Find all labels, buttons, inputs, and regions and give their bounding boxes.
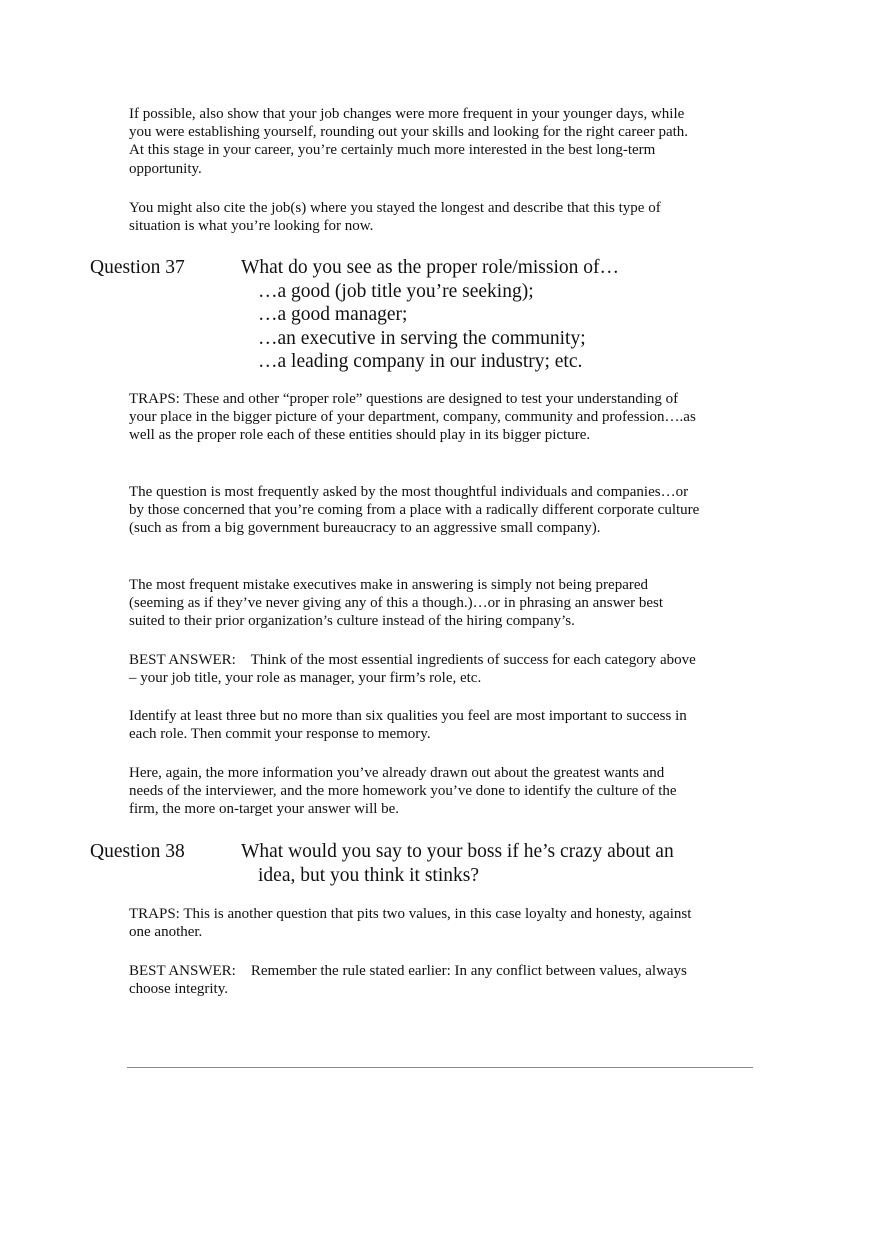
question-37-paragraph-5: Identify at least three but no more than six qualities you feel are most important to success in each role. Then commit your response to memory.	[129, 708, 687, 743]
intro-paragraph-1: If possible, also show that your job changes were more frequent in your younger days, while you were establishing yourself, rounding out your skills and looking for the right career path. At this stage in your career, you’re certainly much more interested in the best long-term opportunity.	[129, 106, 689, 177]
question-38-text	[241, 840, 674, 887]
intro-paragraph-2: You might also cite the job(s) where you stayed the longest and describe that this type of situation is what you’re looking for now.	[129, 200, 661, 235]
question-37-paragraph-3: The most frequent mistake executives make in answering is simply not being prepared (seeming as if they’ve never giving any of this a though.)…or in phrasing an answer best suited to their prior organization’s culture instead of the hiring company’s.	[129, 577, 664, 630]
question-37-line-3: …a good manager;	[258, 304, 408, 325]
question-38-line-2: idea, but you think it stinks?	[258, 864, 479, 886]
question-37-traps: TRAPS: These and other “proper role” questions are designed to test your understanding of your place in the bigger picture of your department, company, community and profession….as well as the proper role each of these entities should play in its bigger picture.	[129, 391, 696, 444]
question-37-line-2: …a good (job title you’re seeking);	[258, 280, 534, 302]
question-37-paragraph-2: The question is most frequently asked by the most thoughtful individuals and companies…or by those concerned that you’re coming from a place with a radically different corporate culture (such as from a big government bureaucracy to an aggressive small company).	[129, 484, 700, 537]
best-answer-label: BEST ANSWER:	[129, 652, 236, 668]
question-37-paragraph-6: Here, again, the more information you’ve already drawn out about the greatest wants and needs of the interviewer, and the more homework you’ve done to identify the culture of the firm, the more on-target your answer will be.	[129, 765, 677, 818]
question-37-line-4: …an executive in serving the community;	[258, 327, 586, 349]
question-37-line-5: …a leading company in our industry; etc.	[258, 351, 583, 372]
best-answer-label: BEST ANSWER:	[129, 963, 236, 979]
best-answer-text: Remember the rule stated earlier: In any conflict between values, always choose integrity.	[129, 963, 687, 998]
question-37-text	[241, 256, 619, 374]
question-38-traps: TRAPS: This is another question that pits two values, in this case loyalty and honesty, against one another.	[129, 906, 692, 941]
question-38-line-1: What would you say to your boss if he’s crazy about an	[241, 841, 674, 862]
question-38-label: Question 38	[90, 841, 185, 862]
question-37-line-1: What do you see as the proper role/mission of…	[241, 257, 619, 278]
question-38-best-answer	[129, 962, 701, 998]
question-37-best-answer	[129, 651, 701, 687]
best-answer-text: Think of the most essential ingredients of success for each category above – your job title, your role as manager, your firm’s role, etc.	[129, 652, 696, 687]
footer-divider	[127, 1067, 753, 1068]
question-37-label: Question 37	[90, 257, 185, 278]
